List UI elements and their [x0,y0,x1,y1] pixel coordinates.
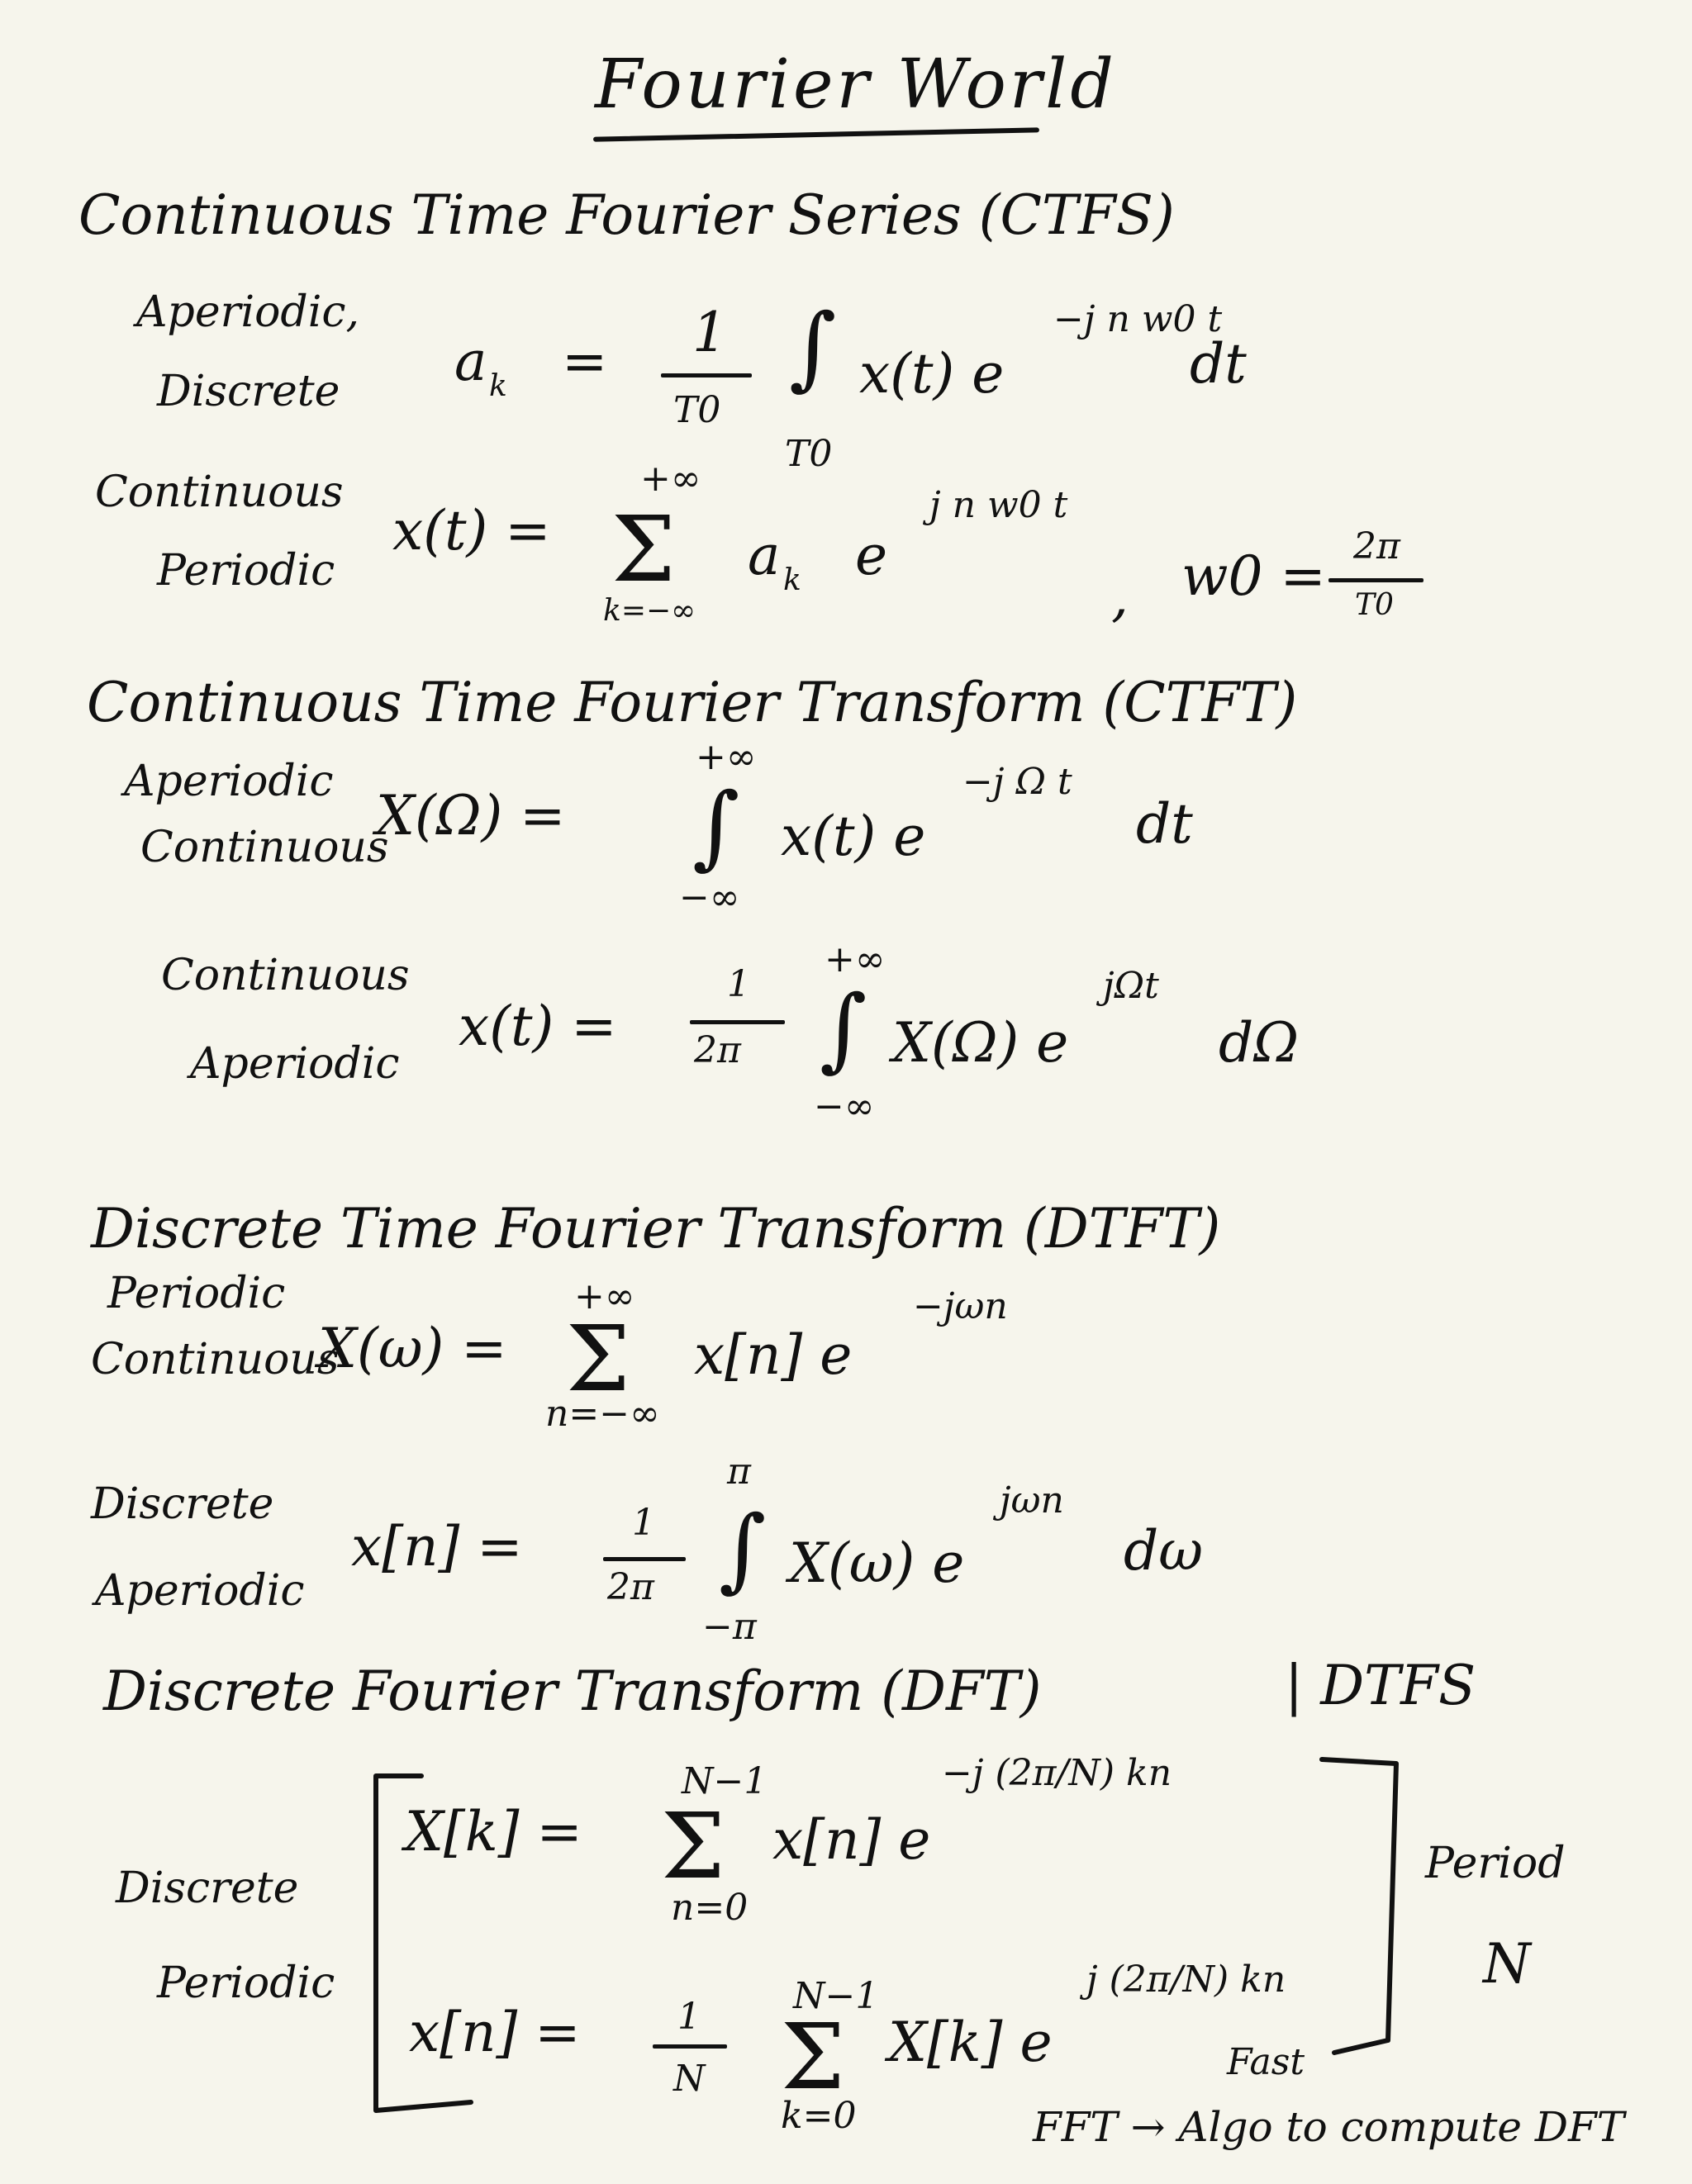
dtft-heading: Discrete Time Fourier Transform (DTFT) [91,1197,1221,1261]
dft-frac-bar [653,2044,727,2049]
ctfs-w0-num: 2π [1353,525,1400,567]
ctfs-integral: ∫ [789,294,837,400]
ctfs-sum: Σ [611,496,676,602]
dtft-sum: Σ [566,1306,630,1412]
ctft-integral: ∫ [692,773,740,879]
dft-syn-sum-lower: k=0 [781,2095,857,2137]
dft-syn-sum-upper: N−1 [793,1975,879,2017]
dft-fft-note: FFT → Algo to compute DFT [1033,2103,1625,2151]
dft-alt-dtfs: | DTFS [1285,1654,1476,1717]
ctfs-analysis-label-1: Aperiodic, [136,287,359,337]
ctft-syn-integrand: X(Ω) e [892,1011,1069,1075]
dft-exponent: −j (2π/N) kn [942,1752,1172,1794]
ctfs-sum-upper: +∞ [640,458,701,500]
dtft-synthesis-label-1: Discrete [91,1479,274,1529]
ctft-frac-den: 2π [694,1029,741,1071]
dtft-xn-lhs: x[n] = [351,1515,523,1579]
ctfs-sum-lower: k=−∞ [603,594,696,628]
ctfs-synthesis-label-2: Periodic [157,546,335,596]
ctft-syn-int-lower: −∞ [814,1085,875,1128]
ctft-int-upper: +∞ [696,736,757,778]
ctft-synthesis-label-2: Aperiodic [190,1039,400,1089]
ctfs-exponent: −j n w0 t [1053,298,1223,340]
ctft-xt-lhs: x(t) = [459,995,617,1058]
ctfs-dt: dt [1190,332,1247,396]
dtft-int-upper: π [727,1450,751,1493]
ctft-analysis-label-1: Aperiodic [124,757,334,806]
dft-sum: Σ [661,1793,725,1899]
dtft-synthesis-label-2: Aperiodic [95,1566,305,1616]
ctfs-w0-den: T0 [1355,588,1394,622]
ctfs-analysis-label-2: Discrete [157,367,340,416]
dtft-integrand: X(ω) e [789,1531,965,1595]
ctfs-e: e [855,524,888,587]
dtft-exponent: −jωn [913,1285,1008,1327]
ctfs-frac-den: T0 [673,389,721,431]
ctfs-heading: Continuous Time Fourier Series (CTFS) [78,183,1175,247]
ctfs-xt-lhs: x(t) = [392,499,551,563]
ctfs-equals: = [562,330,608,393]
ctft-syn-int-upper: +∞ [825,938,886,980]
ctfs-w0-lhs: w0 = [1181,544,1326,608]
dft-period-value: N [1483,1932,1531,1996]
ctfs-ak-term: a [748,524,781,587]
ctft-dt: dt [1136,792,1193,856]
ctft-frac-num: 1 [727,963,750,1005]
ctft-heading: Continuous Time Fourier Transform (CTFT) [87,671,1298,734]
ctft-integrand: x(t) e [781,805,926,868]
dft-term: x[n] e [772,1808,931,1872]
dtft-sum-upper: +∞ [574,1275,635,1318]
page-title: Fourier World [595,45,1117,124]
ctft-syn-integral: ∫ [820,976,867,1081]
dft-label-1: Discrete [116,1864,299,1913]
dtft-analysis-label-1: Periodic [107,1269,286,1318]
dft-syn-exponent: j (2π/N) kn [1086,1958,1286,2001]
dft-fft-fast: Fast [1227,2041,1305,2083]
dft-Xk-lhs: X[k] = [405,1800,582,1864]
ctft-syn-exponent: jΩt [1103,965,1159,1007]
ctfs-synthesis-label-1: Continuous [95,468,344,517]
ctft-synthesis-label-1: Continuous [161,951,410,1000]
dtft-sum-lower: n=−∞ [545,1393,660,1435]
ctft-analysis-label-2: Continuous [140,823,389,872]
dft-sum-lower: n=0 [671,1887,749,1929]
dtft-int-lower: −π [702,1606,757,1648]
ctfs-frac-num: 1 [692,301,727,364]
dtft-term: x[n] e [694,1323,853,1387]
dtft-X-omega-lhs: X(ω) = [318,1317,507,1380]
ctfs-comma: , [1111,565,1129,629]
dft-syn-sum: Σ [781,2004,845,2110]
ctfs-ak-subscript: k [489,369,507,403]
ctfs-ak-symbol: a [454,330,487,393]
dft-label-2: Periodic [157,1958,335,2008]
ctfs-int-lower: T0 [785,433,833,475]
ctft-int-lower: −∞ [679,876,740,919]
dft-period-label: Period [1425,1839,1566,1888]
dft-frac-num: 1 [677,1996,701,2038]
dtft-syn-exponent: jωn [1000,1479,1064,1522]
dft-frac-den: N [673,2058,706,2100]
ctft-exponent: −j Ω t [962,761,1072,803]
dtft-domega: dω [1124,1519,1204,1583]
dft-sum-upper: N−1 [682,1760,768,1802]
dtft-frac-den: 2π [607,1566,654,1608]
dtft-analysis-label-2: Continuous [91,1335,340,1384]
ctfs-synthesis-exponent: j n w0 t [929,484,1068,526]
dtft-frac-num: 1 [632,1502,655,1544]
ctfs-ak-term-sub: k [783,563,801,597]
ctfs-integrand: x(t) e [859,342,1005,406]
dft-syn-term: X[k] e [888,2011,1053,2074]
dft-xn-lhs: x[n] = [409,2001,581,2064]
ctft-X-omega-lhs: X(Ω) = [376,784,566,847]
ctft-dOmega: dΩ [1219,1011,1299,1075]
dtft-integral: ∫ [719,1496,767,1602]
dft-heading: Discrete Fourier Transform (DFT) [103,1659,1042,1723]
